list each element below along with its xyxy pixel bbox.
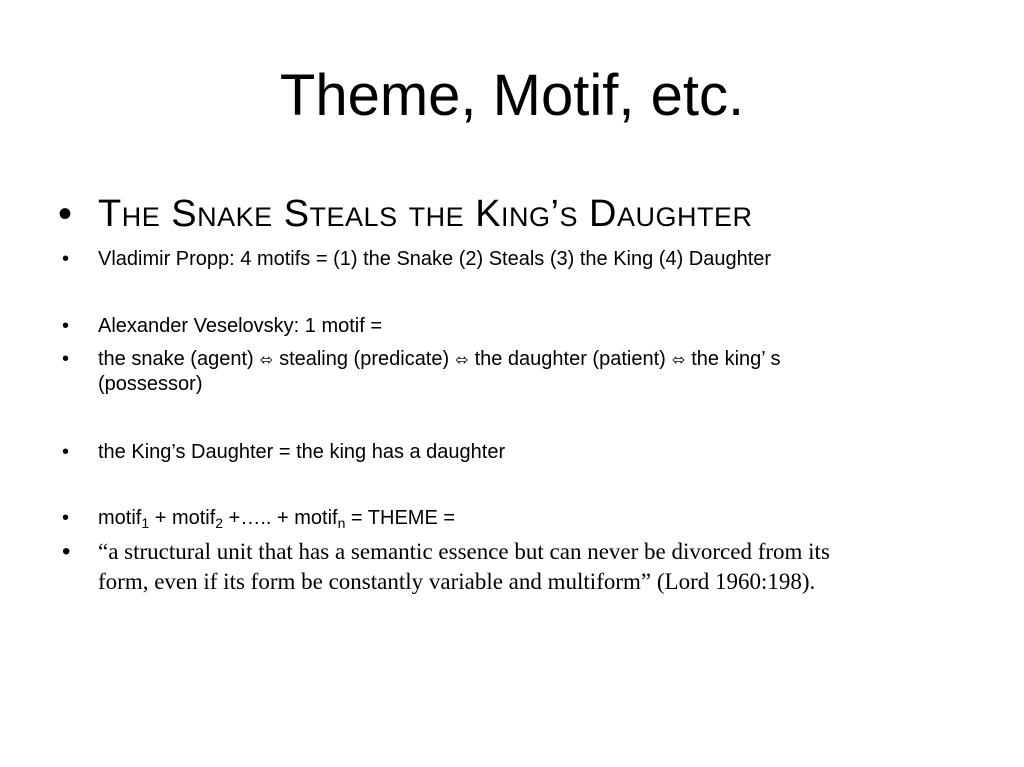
bullet-marker: • <box>62 538 71 565</box>
bullet-marker: • <box>62 441 70 463</box>
theme-formula <box>98 506 958 530</box>
formula-motif: motif <box>98 507 142 529</box>
role-predicate: stealing (predicate) <box>279 348 450 370</box>
role-patient: the daughter (patient) <box>474 348 666 370</box>
slide-title: Theme, Motif, etc. <box>279 63 745 128</box>
double-arrow-icon: ⬄ <box>455 350 469 369</box>
bullet-marker: • <box>62 248 70 270</box>
formula-plus: + <box>149 507 172 529</box>
roles-text <box>98 347 958 396</box>
heading-motif-example: The Snake Steals the King’s Daughter <box>98 193 753 235</box>
quote-line-2: form, even if its form be constantly variable and multiform” (Lord 1960:198). <box>98 569 816 594</box>
formula-subscript: n <box>337 515 346 531</box>
quote-line-1: “a structural unit that has a semantic essence but can never be divorced from its <box>98 539 830 564</box>
formula-subscript: 2 <box>215 515 224 531</box>
bullet-marker: • <box>58 192 73 236</box>
bullet-marker: • <box>62 507 70 529</box>
propp-motifs-text: Vladimir Propp: 4 motifs = (1) the Snake (2) Steals (3) the King (4) Daughter <box>98 248 772 270</box>
double-arrow-icon: ⬄ <box>671 350 686 369</box>
kings-daughter-text: the King’s Daughter = the king has a daughter <box>98 441 506 463</box>
formula-plus: +….. + <box>223 507 295 529</box>
formula-subscript: 1 <box>141 515 150 531</box>
lord-quote <box>98 537 958 597</box>
formula-motif: motif <box>171 507 216 529</box>
formula-motif: motif <box>294 507 338 529</box>
role-possessor: the king’ s <box>691 348 781 370</box>
veselovsky-motif-text: Alexander Veselovsky: 1 motif = <box>98 315 383 337</box>
role-agent: the snake (agent) <box>98 348 254 370</box>
bullet-marker: • <box>62 315 70 337</box>
role-possessor-label: (possessor) <box>98 373 203 395</box>
double-arrow-icon: ⬄ <box>259 350 274 369</box>
formula-theme: = THEME = <box>345 507 456 529</box>
bullet-marker: • <box>62 348 70 370</box>
